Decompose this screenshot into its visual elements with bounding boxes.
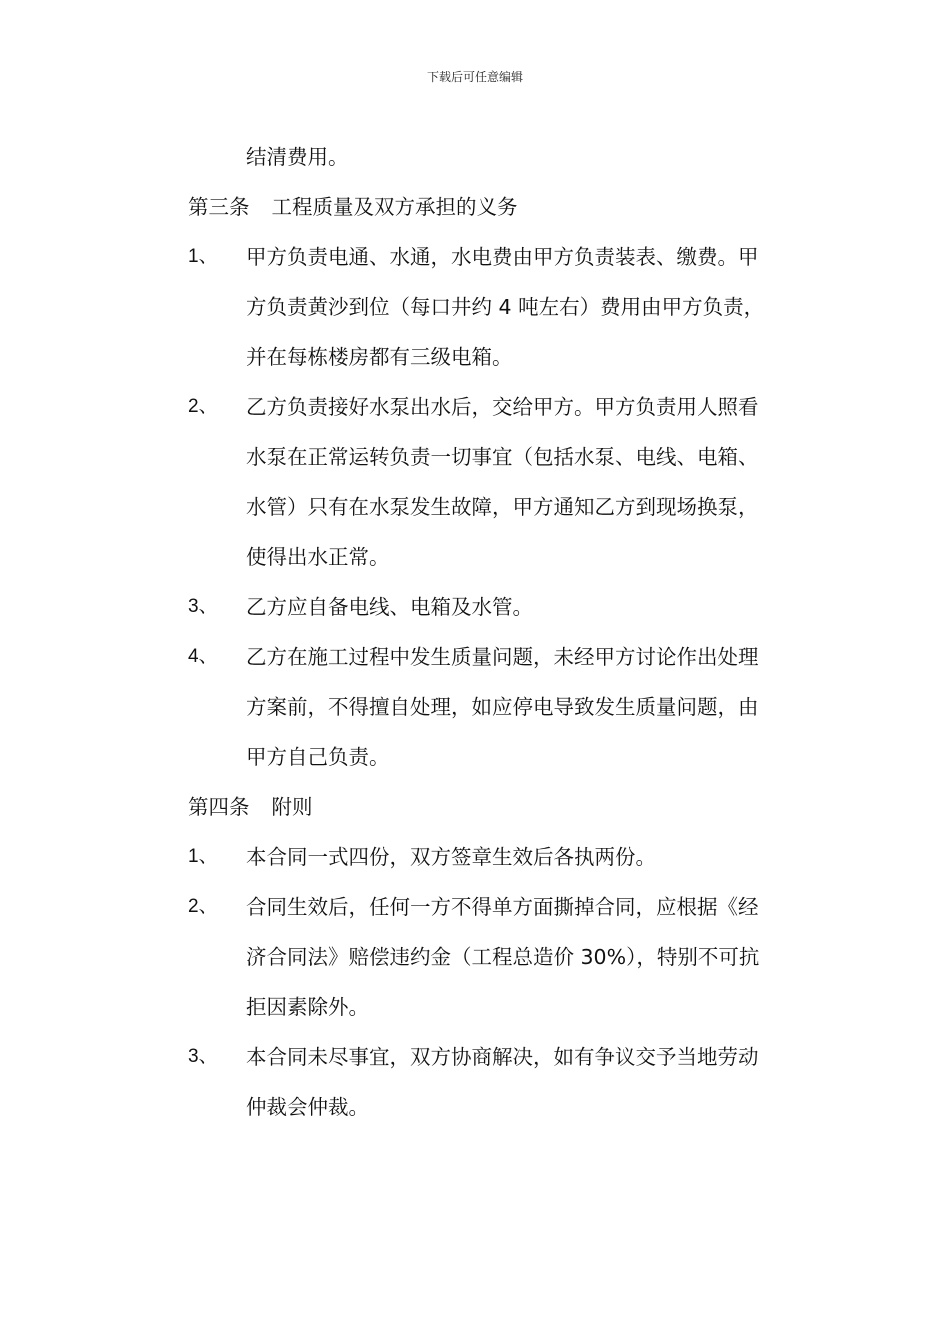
document-body: [188, 132, 813, 1132]
item-text: [246, 632, 813, 782]
item-text: [246, 882, 813, 1032]
section-3-title: 工程质量及双方承担的义务: [271, 195, 518, 219]
item-line: 使得出水正常。: [246, 545, 390, 569]
item-number: 2、: [188, 396, 218, 417]
section-3-item-4: [188, 632, 813, 782]
page-header: 下载后可任意编辑: [426, 70, 523, 84]
item-line: 合同生效后，任何一方不得单方面撕掉合同，应根据《经: [246, 895, 759, 919]
item-text: [246, 582, 813, 632]
section-3-item-1: [188, 232, 813, 382]
item-line: 甲方负责电通、水通，水电费由甲方负责装表、缴费。甲: [246, 245, 759, 269]
section-4-item-3: [188, 1032, 813, 1132]
section-3-label: 第三条: [188, 195, 250, 219]
item-line: 乙方在施工过程中发生质量问题，未经甲方讨论作出处理: [246, 645, 759, 669]
intro-paragraph: 结清费用。: [246, 145, 349, 169]
item-number: 3、: [188, 1046, 218, 1067]
item-number: 4、: [188, 646, 218, 667]
section-4-label: 第四条: [188, 795, 250, 819]
item-number: 1、: [188, 246, 218, 267]
item-line: 甲方自己负责。: [246, 745, 390, 769]
item-line: 乙方负责接好水泵出水后，交给甲方。甲方负责用人照看: [246, 395, 759, 419]
item-line: 本合同一式四份，双方签章生效后各执两份。: [246, 845, 656, 869]
item-line: 并在每栋楼房都有三级电箱。: [246, 345, 513, 369]
item-line: 仲裁会仲裁。: [246, 1095, 369, 1119]
section-3-item-2: [188, 382, 813, 582]
section-4-title: 附则: [271, 795, 313, 819]
item-number: 1、: [188, 846, 218, 867]
section-heading-4: [188, 782, 813, 832]
item-line: 济合同法》赔偿违约金（工程总造价 30%），特别不可抗: [246, 945, 760, 969]
section-heading-3: [188, 182, 813, 232]
section-3-item-3: [188, 582, 813, 632]
item-text: [246, 1032, 813, 1132]
item-line: 方案前，不得擅自处理，如应停电导致发生质量问题，由: [246, 695, 759, 719]
item-text: [246, 832, 813, 882]
item-text: [246, 232, 813, 382]
item-line: 水泵在正常运转负责一切事宜（包括水泵、电线、电箱、: [246, 445, 759, 469]
item-line: 拒因素除外。: [246, 995, 369, 1019]
item-line: 水管）只有在水泵发生故障，甲方通知乙方到现场换泵，: [246, 495, 759, 519]
section-4-item-1: [188, 832, 813, 882]
item-line: 本合同未尽事宜，双方协商解决，如有争议交予当地劳动: [246, 1045, 759, 1069]
item-text: [246, 382, 813, 582]
item-number: 3、: [188, 596, 218, 617]
item-line: 方负责黄沙到位（每口井约 4 吨左右）费用由甲方负责，: [246, 295, 765, 319]
item-line: 乙方应自备电线、电箱及水管。: [246, 595, 533, 619]
item-number: 2、: [188, 896, 218, 917]
section-4-item-2: [188, 882, 813, 1032]
